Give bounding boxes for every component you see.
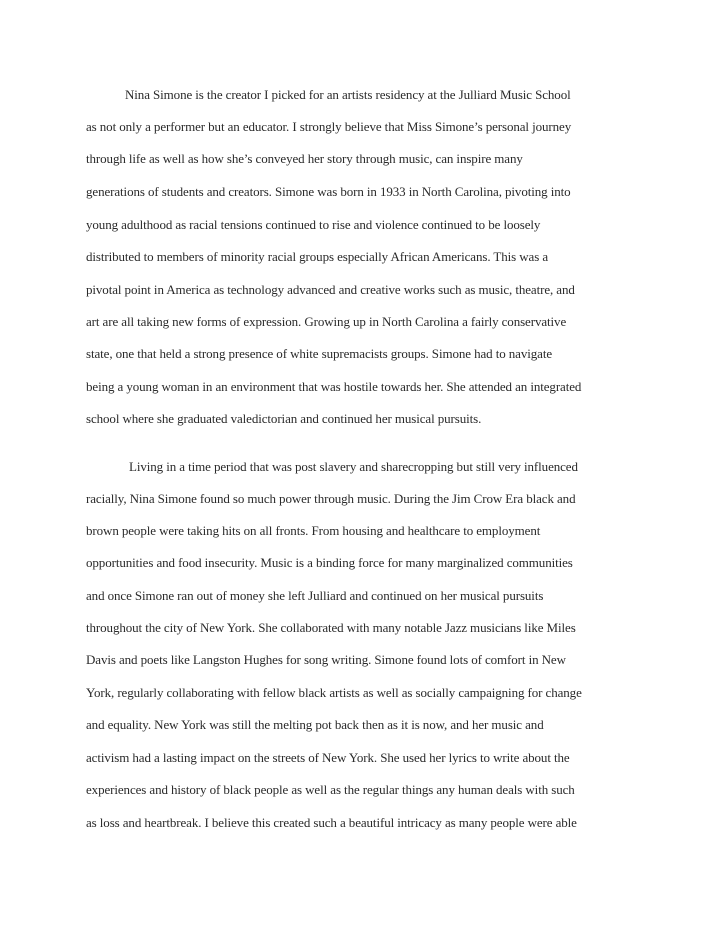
paragraph-1-line-6: distributed to members of minority racial groups especially African Americans. This was a: [86, 249, 548, 264]
paragraph-2-line-4: opportunities and food insecurity. Music is a binding force for many marginalized communities: [86, 555, 573, 570]
paragraph-1-line-3: through life as well as how she’s conveyed her story through music, can inspire many: [86, 151, 523, 166]
paragraph-1-line-4: generations of students and creators. Simone was born in 1933 in North Carolina, pivoting into: [86, 184, 571, 199]
paragraph-2-line-12: as loss and heartbreak. I believe this created such a beautiful intricacy as many people were able: [86, 815, 577, 830]
paragraph-2-line-11: experiences and history of black people as well as the regular things any human deals with such: [86, 782, 575, 797]
paragraph-2-line-10: activism had a lasting impact on the streets of New York. She used her lyrics to write about the: [86, 750, 570, 765]
paragraph-2-line-7: Davis and poets like Langston Hughes for song writing. Simone found lots of comfort in New: [86, 652, 566, 667]
paragraph-1-line-5: young adulthood as racial tensions continued to rise and violence continued to be loosely: [86, 217, 541, 232]
paragraph-2-line-3: brown people were taking hits on all fronts. From housing and healthcare to employment: [86, 523, 541, 538]
paragraph-1-line-8: art are all taking new forms of expression. Growing up in North Carolina a fairly conservative: [86, 314, 567, 329]
paragraph-1-line-11: school where she graduated valedictorian and continued her musical pursuits.: [86, 411, 482, 426]
paragraph-2-line-6: throughout the city of New York. She collaborated with many notable Jazz musicians like Miles: [86, 620, 576, 635]
paragraph-2-line-5: and once Simone ran out of money she left Julliard and continued on her musical pursuits: [86, 588, 544, 603]
paragraph-2-line-8: York, regularly collaborating with fellow black artists as well as socially campaigning for change: [86, 685, 582, 700]
paragraph-1-line-7: pivotal point in America as technology advanced and creative works such as music, theatre, and: [86, 282, 575, 297]
paragraph-1-line-2: as not only a performer but an educator. I strongly believe that Miss Simone’s personal journey: [86, 119, 572, 134]
paragraph-2-line-1: Living in a time period that was post slavery and sharecropping but still very influenced: [129, 459, 578, 474]
paragraph-2-line-9: and equality. New York was still the melting pot back then as it is now, and her music and: [86, 717, 544, 732]
paragraph-1-line-1: Nina Simone is the creator I picked for an artists residency at the Julliard Music School: [125, 87, 571, 102]
paragraph-1-line-10: being a young woman in an environment that was hostile towards her. She attended an integrated: [86, 379, 582, 394]
paragraph-1-line-9: state, one that held a strong presence of white supremacists groups. Simone had to navigate: [86, 346, 552, 361]
paragraph-2-line-2: racially, Nina Simone found so much power through music. During the Jim Crow Era black and: [86, 491, 576, 506]
